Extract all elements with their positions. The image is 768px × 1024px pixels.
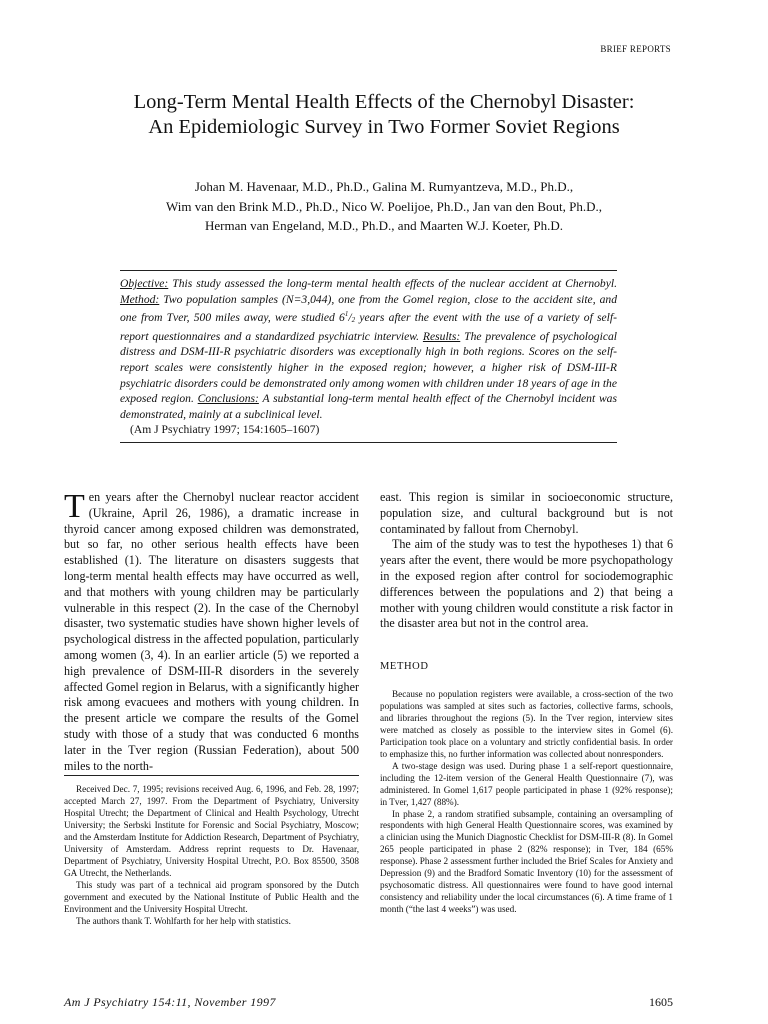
section-label: BRIEF REPORTS bbox=[600, 44, 671, 54]
body-column-left bbox=[64, 490, 359, 774]
footnote-divider bbox=[64, 775, 359, 776]
page-number: 1605 bbox=[649, 995, 673, 1009]
method-paragraph-2: A two-stage design was used. During phase 1 a self-report questionnaire, including the 12-item version of the General Health Questionnaire (7), was administered. In Gomel 1,617 people participated in phase 1 (92% response); in Tver, 1,427 (88%). bbox=[380, 760, 673, 807]
body-paragraph-1: east. This region is similar in socioeconomic structure, population size, and cultural background but is not contaminated by fallout from Chernobyl. bbox=[380, 490, 673, 536]
title-line-1: Long-Term Mental Health Effects of the Chernobyl Disaster: bbox=[133, 91, 635, 113]
body-paragraph-2: The aim of the study was to test the hypotheses 1) that 6 years after the event, there would be more psychopathology in the exposed region after control for sociodemographic differences between the populations and 2) that being a mother with young children would constitute a risk factor in the disaster area but not in the control area. bbox=[380, 537, 673, 631]
intro-text: en years after the Chernobyl nuclear reactor accident (Ukraine, April 26, 1986), a dramatic increase in thyroid cancer among exposed children was demonstrated, but so far, no other serious health effects have been established (1). The literature on disasters suggests that long-term mental health effects may have occurred as well, and that mothers with young children may be particularly vulnerable in this respect (2). In the case of the Chernobyl disaster, two systematic studies have shown higher levels of psychological distress in the affected population, particularly among women (3, 4). In an earlier article (5) we reported a high prevalence of DSM-III-R disorders in the severely affected Gomel region in Belarus, with a significantly higher risk among evacuees and mothers with young children. In the present article we compare the results of the Gomel study with those of a study that was conducted 6 months later in the Tver region (Russian Federation), about 500 miles to the north- bbox=[64, 490, 359, 773]
title-line-2: An Epidemiologic Survey in Two Former Soviet Regions bbox=[148, 116, 620, 138]
authors-line-1: Johan M. Havenaar, M.D., Ph.D., Galina M. Rumyantzeva, M.D., Ph.D., bbox=[194, 179, 574, 194]
authors-line-2: Wim van den Brink M.D., Ph.D., Nico W. Poelijoe, Ph.D., Jan van den Bout, Ph.D., bbox=[165, 198, 603, 214]
footnote-acknowledgment: The authors thank T. Wohlfarth for her help with statistics. bbox=[76, 916, 291, 926]
drop-cap: T bbox=[64, 488, 85, 525]
abstract: Objective: This study assessed the long-term mental health effects of the nuclear accident at Chernobyl. Method: Two population samples (N=3,044), one from the Gomel region, close to the accident site, and one from Tver, 500 miles away, were studied $6^1/_2$ years after the event with the use of a variety of self-report questionnaires and a standardized psychiatric interview. Results: The prevalence of psychological distress and DSM-III-R psychiatric disorders was exceptionally high in both regions. Scores on the self-report scales were consistently higher in the exposed region; however, a higher risk of DSM-III-R psychiatric disorders could be demonstrated only among women with children under 18 years of age in the exposed region. Conclusions: A substantial long-term mental health effect of the Chernobyl incident was demonstrated, mainly at a subclinical level. (Am J Psychiatry 1997; 154:1605–1607) bbox=[120, 270, 617, 443]
method-heading: METHOD bbox=[380, 661, 429, 672]
method-text-a: Two population samples (N=3,044), one from the Gomel region, close to the accident site, and one from Tver, 500 miles away, were studied 6 bbox=[120, 292, 617, 325]
method-text-b: years after the event with the use of a variety of self-report questionnaires and a standardized psychiatric interview. bbox=[120, 311, 617, 343]
method-section bbox=[380, 689, 673, 916]
body-column-right bbox=[380, 490, 673, 632]
authors-line-3: Herman van Engeland, M.D., Ph.D., and Maarten W.J. Koeter, Ph.D. bbox=[205, 218, 563, 233]
conclusions-label: Conclusions: bbox=[197, 392, 259, 406]
abstract-citation: (Am J Psychiatry 1997; 154:1605–1607) bbox=[130, 423, 320, 437]
footnote-funding: This study was part of a technical aid program sponsored by the Dutch government and executed by the National Institute of Public Health and the Environment and the University Hospital Utrecht. bbox=[64, 880, 359, 914]
journal-footer: Am J Psychiatry 154:11, November 1997 bbox=[64, 995, 276, 1009]
footnotes bbox=[64, 783, 359, 927]
results-label: Results: bbox=[422, 329, 461, 343]
fraction-numerator: 1 bbox=[344, 310, 349, 319]
objective-text: This study assessed the long-term mental health effects of the nuclear accident at Chernobyl. bbox=[168, 277, 617, 290]
article-title bbox=[40, 90, 728, 140]
method-paragraph-3: In phase 2, a random stratified subsample, containing an oversampling of respondents with high General Health Questionnaire scores, was examined by a clinician using the Munich Diagnostic Checklist for DSM-III-R (8). In Gomel 265 people participated in phase 2 (82% response); in Tver, 184 (65% response). Phase 2 assessment further included the Brief Scales for Anxiety and Depression (9) and the Bradford Somatic Inventory (10) for the assessment of psychosomatic distress. All questionnaires were found to have good internal consistency and reliability under the local circumstances (6). A time frame of 1 month (“the last 4 weeks”) was used. bbox=[380, 808, 673, 915]
results-text: The prevalence of psychological distress and DSM-III-R psychiatric disorders was exceptionally high in both regions. Scores on the self-report scales were consistently higher in the exposed region; however, a higher risk of DSM-III-R psychiatric disorders could be demonstrated only among women with children under 18 years of age in the exposed region. bbox=[120, 329, 617, 406]
method-paragraph-1: Because no population registers were available, a cross-section of the two populations was sampled at sites such as factories, collective farms, schools, and libraries throughout the regions (5). In the Tver region, interview sites were matched as closely as possible to the interview sites in Gomel (6). Participation took place on a voluntary and strictly confidential basis. In order to emphasize this, no further information was collected about nonresponders. bbox=[380, 689, 673, 759]
footnote-received: Received Dec. 7, 1995; revisions received Aug. 6, 1996, and Feb. 28, 1997; accepted March 27, 1997. From the Department of Psychiatry, University Hospital Utrecht; the Department of Clinical and Health Psychology, Utrecht University; the Serbski Institute for Forensic and Social Psychiatry, Moscow; and the Amsterdam Institute for Addiction Research, Department of Psychiatry, University of Amsterdam. Address reprint requests to Dr. Havenaar, Department of Psychiatry, University Hospital Utrecht, P.O. Box 85500, 3508 GA Utrecht, the Netherlands. bbox=[64, 784, 359, 878]
author-list bbox=[40, 177, 728, 236]
intro-paragraph bbox=[64, 490, 359, 774]
fraction-denominator: 2 bbox=[351, 316, 356, 325]
conclusions-text: A substantial long-term mental health effect of the Chernobyl incident was demonstrated, mainly at a subclinical level. bbox=[120, 392, 617, 421]
objective-label: Objective: bbox=[120, 277, 169, 290]
method-label: Method: bbox=[120, 292, 160, 306]
